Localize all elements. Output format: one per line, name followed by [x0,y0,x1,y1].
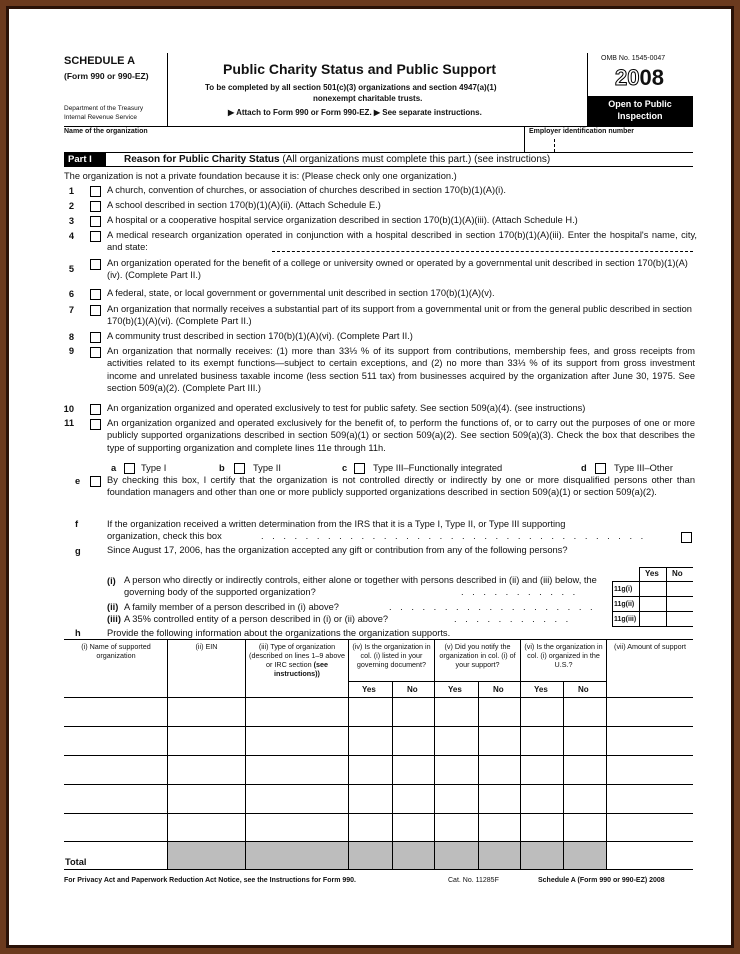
supported-orgs-table-body[interactable] [65,698,693,841]
line-7-checkbox[interactable] [90,305,101,316]
type-3-other-label: Type III–Other [614,463,673,473]
type-2-label: Type II [253,463,281,473]
type-1-label: Type I [141,463,167,473]
yes-header: Yes [645,569,659,578]
line-11-checkbox[interactable] [90,419,101,430]
line-11g-ii-text: A family member of a person described in (i) above? [124,602,339,612]
col-notify-header: (v) Did you notify the organization in col. (i) of your support? [439,642,516,669]
col-us-header: (vi) Is the organization in col. (i) organized in the U.S.? [524,642,603,669]
form-subtitle-1: To be completed by all section 501(c)(3) organizations and section 4947(a)(1) [205,83,497,92]
form-ref: (Form 990 or 990-EZ) [64,71,149,81]
org-name-label: Name of the organization [64,128,148,135]
line-11g-i-text: A person who directly or indirectly controls, either alone or together with persons described in (ii) and (iii) below, the governing body of the supported organization? [124,575,597,598]
line-5-checkbox[interactable] [90,259,101,270]
part-1-title: Reason for Public Charity Status (All organizations must complete this part.) (see instructions) [124,154,551,165]
11g-i-no-cell[interactable] [667,582,693,596]
total-shaded-cells [168,842,606,869]
type-3-other-checkbox[interactable] [595,463,606,474]
line-4-checkbox[interactable] [90,231,101,242]
line-3-checkbox[interactable] [90,216,101,227]
line-11f-text-2: organization, check this box [107,531,222,541]
type-3-fi-label: Type III–Functionally integrated [373,463,503,473]
type-1-checkbox[interactable] [124,463,135,474]
hospital-name-field[interactable] [272,251,693,252]
line-10-text: An organization organized and operated exclusively to test for public safety. See section 509(a)(4). (see instructions) [107,403,586,413]
line-8-text: A community trust described in section 170(b)(1)(A)(vi). (Complete Part II.) [107,331,413,341]
col-amount-header: (vii) Amount of support [614,642,686,651]
line-1-text: A church, convention of churches, or association of churches described in section 170(b)(1)(A)(i). [107,185,506,195]
footer-form-ref: Schedule A (Form 990 or 990-EZ) 2008 [538,877,665,884]
part-1-tag: Part I [64,153,106,166]
ein-label: Employer identification number [529,128,635,135]
col-name-header: (i) Name of supported organization [81,642,151,660]
attach-instruction: ▶ Attach to Form 990 or Form 990-EZ. ▶ See separate instructions. [228,108,482,117]
cat-number: Cat. No. 11285F [448,877,499,884]
line-7-text: An organization that normally receives a substantial part of its support from a governmental unit or from the general public described in section 170(b)(1)(A)(vi). (Complete Part II.) [107,304,692,327]
line-11g-text: Since August 17, 2006, has the organization accepted any gift or contribution from any of the following persons? [107,545,568,555]
line-8-checkbox[interactable] [90,332,101,343]
11g-ii-no-cell[interactable] [667,597,693,611]
line-2-text: A school described in section 170(b)(1)(A)(ii). (Attach Schedule E.) [107,200,381,210]
dept-treasury: Department of the Treasury [64,105,144,112]
col-ein-header: (ii) EIN [195,642,218,651]
col-governing-header: (iv) Is the organization in col. (i) listed in your governing document? [352,642,431,669]
total-amount-cell[interactable] [607,842,693,869]
line-11g-iii-text: A 35% controlled entity of a person described in (i) or (ii) above? [124,614,389,624]
line-9-checkbox[interactable] [90,347,101,358]
no-header: No [672,569,683,578]
line-1-checkbox[interactable] [90,186,101,197]
line-10-checkbox[interactable] [90,404,101,415]
form-page: SCHEDULE A (Form 990 or 990-EZ) Department of the Treasury Internal Revenue Service Public Charity Status and Public Support To be completed by all section 501(c)(3) organizations and section 4947(a)(1) nonexempt charitable trusts. ▶ Attach to Form 990 or Form 990-EZ. ▶ See separate instructions. OMB No. 1545-0047 2008 Open to Public Inspection Name of the organization Employer identification number Part I Reason for Public Charity Status (All organizations must complete this part.) (see instructions) The organization is not a private foundation because it is: (Please check only one organization.) 1 A church, convention of churches, or association of churches described in section 170(b)(1)(A)(i). 2 A school described in section 170(b)(1)(A)(ii). (Attach Schedule E.) 3 A hospital or a cooperative hospital service organization described in section 170(b)(1)(A)(iii). (Attach Schedule H.) 4 A medical research organization operated in conjunction with a hospital described in section 170(b)(1)(A)(iii). Enter the hospital's name, city, and state: 5 An organization operated for the benefit of a college or university owned or operated by a governmental unit described in section 170(b)(1)(A)(iv). (Complete Part II.) 6 A federal, state, or local government or governmental unit described in section 170(b)(1)(A)(v). 7 An organization that normally receives a substantial part of its support from a governmental unit or from the general public described in section 170(b)(1)(A)(vi). (Complete Part II.) 8 A community trust described in section 170(b)(1)(A)(vi). (Complete Part II.) 9 An organization that normally receives: (1) more than 33⅓ % of its support from contributions, membership fees, and gross receipts from activities related to its exempt functions—subject to certain exceptions, and (2) no more than 33⅓ % of its support from gross investment income and unrelated business taxable income (less section 511 tax) from businesses acquired by the organization after June 30, 1975. See section 509(a)(2). (Complete Part III.) 10 An organization organized and operated exclusively to test for public safety. See section 509(a)(4). (see instructions) 11 An organization organized and operated exclusively for the benefit of, to perform the functions of, or to carry out the purposes of one or more publicly supported organizations described in section 509(a)(1) or section 509(a)(2). See section 509(a)(3). Check the box that describes the type of supporting organization and complete lines 11e through 11h. a Type I b Type II c Type III–Functionally integrated d Type III–Other e By checking this box, I certify that the organization is not controlled directly or indirectly by one or more disqualified persons other than foundation managers and other than one or more publicly supported organizations described in section 509(a)(1) or section 509(a)(2). f If the organization received a written determination from the IRS that it is a Type I, Type II, or Type III supporting organization, check this box . . . . . . . . . . . . . . . . . . . . . . . . . . . . . . . . . . . g Since August 17, 2006, has the organization accepted any gift or contribution from any of the following persons? Yes No 11g(i) 11g(ii) 11g(iii) (i) A person who directly or indirectly controls, either alone or together with persons described in (ii) and (iii) below, the governing body of the supported organization? . . . . . . . . . . . (ii) A family member of a person described in (i) above? . . . . . . . . . . . . . . . . . . . (iii) A 35% controlled entity of a person described in (i) or (ii) above? . . . . . . . . . . . h Provide the following information about the organizations the organization supports. (i) Name of supported organization (ii) EIN (iii) Type of organization (described on lines 1–9 above or IRC section (see instructions)) (iv) Is the organization in col. (i) listed in your governing document? (v) Did you notify the organization in col. (i) of your support? (vi) Is the organization in col. (i) organized in the U.S.? (vii) Amount of support Yes No Yes No Yes No Total For Privacy Act and Paperwork Reduction Act Notice, see the Instructions for Form 990. Cat. No. 11285F Schedule A (Form 990 or 990-EZ) 2008 [9,9,731,945]
line-5-text: An organization operated for the benefit of a college or university owned or operated by a governmental unit described in section 170(b)(1)(A)(iv). (Complete Part II.) [107,258,688,281]
privacy-notice: For Privacy Act and Paperwork Reduction Act Notice, see the Instructions for Form 990. [64,877,356,884]
irs-label: Internal Revenue Service [64,114,137,121]
row-label-11g-i: 11g(i) [614,586,633,593]
row-label-11g-iii: 11g(iii) [614,616,637,623]
schedule-label: SCHEDULE A [64,55,136,67]
line-6-text: A federal, state, or local government or governmental unit described in section 170(b)(1)(A)(v). [107,288,495,298]
line-11f-checkbox[interactable] [681,532,692,543]
line-4-text: A medical research organization operated in conjunction with a hospital described in section 170(b)(1)(A)(iii). Enter the hospital's name, city, and state: [107,230,697,253]
open-to-public-box: Open to Public Inspection [587,96,693,126]
form-title: Public Charity Status and Public Support [223,61,497,77]
part-1-intro: The organization is not a private foundation because it is: (Please check only one organization.) [64,171,457,181]
11g-i-yes-cell[interactable] [640,582,666,596]
form-subtitle-2: nonexempt charitable trusts. [313,94,423,103]
line-9-text: An organization that normally receives: (1) more than 33⅓ % of its support from contributions, membership fees, and gross receipts from activities related to its exempt functions—subject to certain exceptions, and (2) no more than 33⅓ % of its support from gross investment income and unrelated business taxable income (less section 511 tax) from businesses acquired by the organization after June 30, 1975. See section 509(a)(2). (Complete Part III.) [107,346,695,394]
line-3-text: A hospital or a cooperative hospital service organization described in section 170(b)(1)(A)(iii). (Attach Schedule H.) [107,215,578,225]
line-11e-text: By checking this box, I certify that the organization is not controlled directly or indirectly by one or more disqualified persons other than foundation managers and other than one or more publicly supported organizations described in section 509(a)(1) or section 509(a)(2). [107,475,695,498]
page-frame [6,6,734,948]
col-type-header: (iii) Type of organization (described on lines 1–9 above or IRC section (see instructions)) [249,642,345,678]
line-11e-checkbox[interactable] [90,476,101,487]
line-11f-text-1: If the organization received a written determination from the IRS that it is a Type I, Type II, or Type III supporting [107,519,566,529]
line-6-checkbox[interactable] [90,289,101,300]
line-2-checkbox[interactable] [90,201,101,212]
omb-number: OMB No. 1545-0047 [601,55,666,62]
11g-iii-yes-cell[interactable] [640,612,666,626]
type-2-checkbox[interactable] [234,463,245,474]
11g-ii-yes-cell[interactable] [640,597,666,611]
type-3-fi-checkbox[interactable] [354,463,365,474]
11g-iii-no-cell[interactable] [667,612,693,626]
total-label: Total [65,857,87,867]
line-11h-text: Provide the following information about the organizations the organization supports. [107,628,451,638]
row-label-11g-ii: 11g(ii) [614,601,635,608]
tax-year: 2008 [615,65,664,90]
line-11-text: An organization organized and operated exclusively for the benefit of, to perform the functions of, or to carry out the purposes of one or more publicly supported organizations described in section 509(a)(1) or section 509(a)(2). See section 509(a)(3). Check the box that describes the type of supporting organization and complete lines 11e through 11h. [107,418,695,453]
